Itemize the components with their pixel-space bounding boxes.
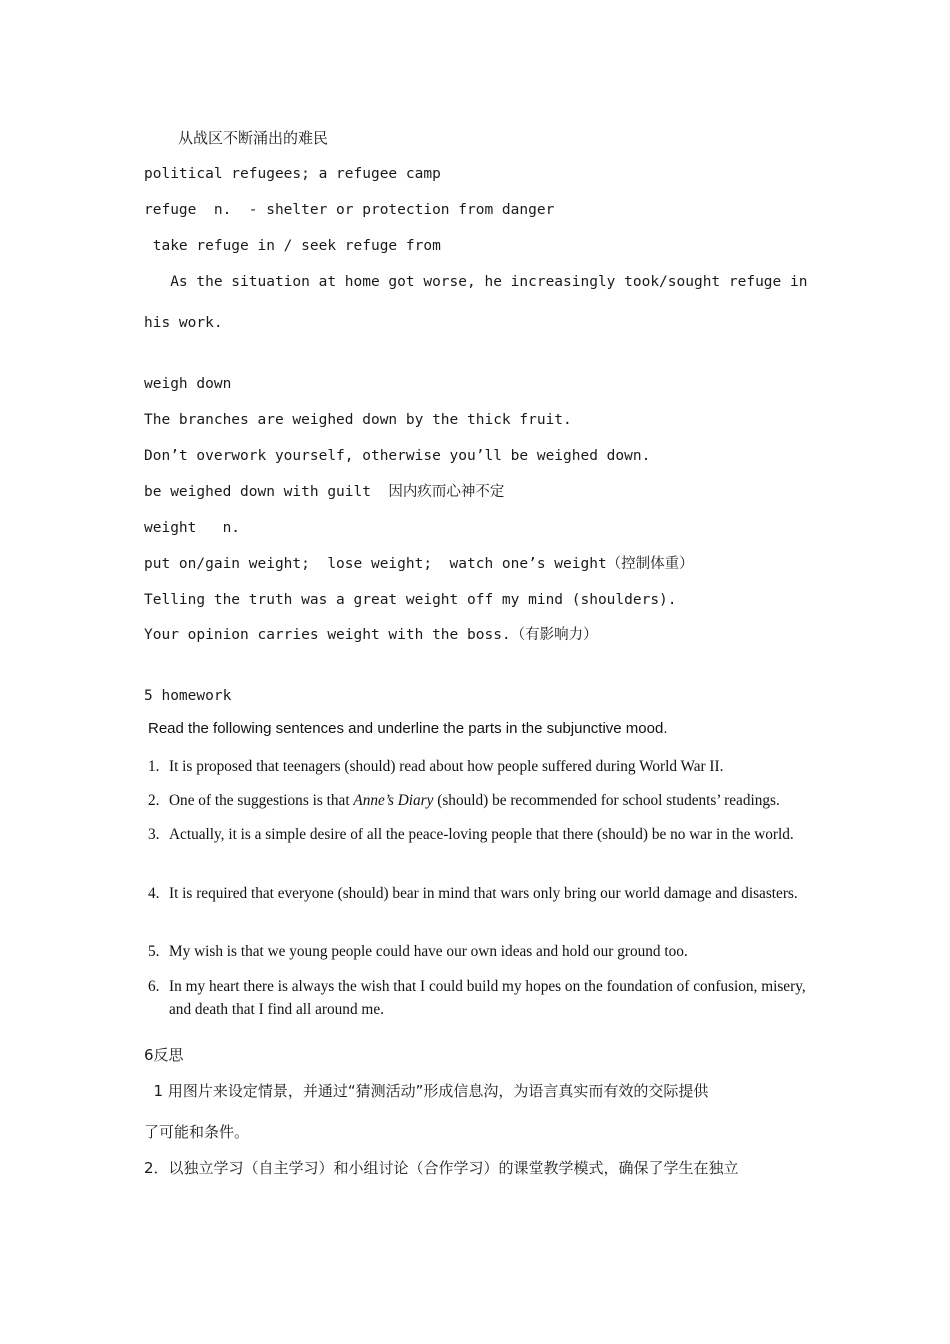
vocab-line: be weighed down with guilt 因内疚而心神不定 <box>144 484 505 500</box>
homework-heading: Read the following sentences and underline the parts in the subjunctive mood. <box>148 720 668 737</box>
item-text: It is required that everyone (should) bear in mind that wars only bring our world damage and disasters. <box>169 885 798 902</box>
vocab-line: weight n. <box>144 520 241 536</box>
vocab-line: As the situation at home got worse, he increasingly took/sought refuge in <box>144 274 808 290</box>
item-number: 3. <box>148 826 160 843</box>
reflection-paragraph: 2．以独立学习（自主学习）和小组讨论（合作学习）的课堂教学模式，确保了学生在独立 <box>144 1159 739 1177</box>
homework-item <box>148 882 828 905</box>
item-number: 5. <box>148 943 160 960</box>
item-text: In my heart there is always the wish that I could build my hopes on the foundation of confusion, misery, and death that I find all around me. <box>169 978 806 1018</box>
item-text: One of the suggestions is that Anne’s Diary (should) be recommended for school students’ readings. <box>169 792 780 809</box>
vocab-line: take refuge in / seek refuge from <box>144 238 441 254</box>
vocab-line: weigh down <box>144 376 232 392</box>
item-number: 4. <box>148 885 160 902</box>
homework-item <box>148 940 828 963</box>
vocab-line: The branches are weighed down by the thick fruit. <box>144 412 572 428</box>
item-number: 6. <box>148 978 160 995</box>
vocab-line: Don’t overwork yourself, otherwise you’ll be weighed down. <box>144 448 651 464</box>
vocab-line: refuge n. - shelter or protection from danger <box>144 202 555 218</box>
reflection-paragraph: 了可能和条件。 <box>144 1123 250 1141</box>
section-heading: 5 homework <box>144 688 232 704</box>
vocab-line: put on/gain weight; lose weight; watch one’s weight（控制体重） <box>144 556 694 572</box>
vocab-line: 从战区不断涌出的难民 <box>178 129 329 147</box>
vocab-line: political refugees; a refugee camp <box>144 166 441 182</box>
homework-item <box>148 755 828 778</box>
reflection-paragraph: 1 用图片来设定情景，并通过“猜测活动”形成信息沟，为语言真实而有效的交际提供 <box>144 1082 709 1100</box>
vocab-line: Your opinion carries weight with the boss.（有影响力） <box>144 627 598 643</box>
homework-item <box>148 975 828 1021</box>
homework-item <box>148 789 828 812</box>
vocab-line: Telling the truth was a great weight off my mind (shoulders). <box>144 592 677 608</box>
item-number: 2. <box>148 792 160 809</box>
reflection-title: 6反思 <box>144 1046 184 1064</box>
book-title: Anne’s Diary <box>353 792 434 809</box>
item-text: Actually, it is a simple desire of all the peace-loving people that there (should) be no war in the world. <box>169 826 794 843</box>
item-number: 1. <box>148 758 160 775</box>
vocab-line: his work. <box>144 315 223 331</box>
item-text: It is proposed that teenagers (should) read about how people suffered during World War II. <box>169 758 724 775</box>
homework-item <box>148 823 828 846</box>
item-text: My wish is that we young people could have our own ideas and hold our ground too. <box>169 943 688 960</box>
